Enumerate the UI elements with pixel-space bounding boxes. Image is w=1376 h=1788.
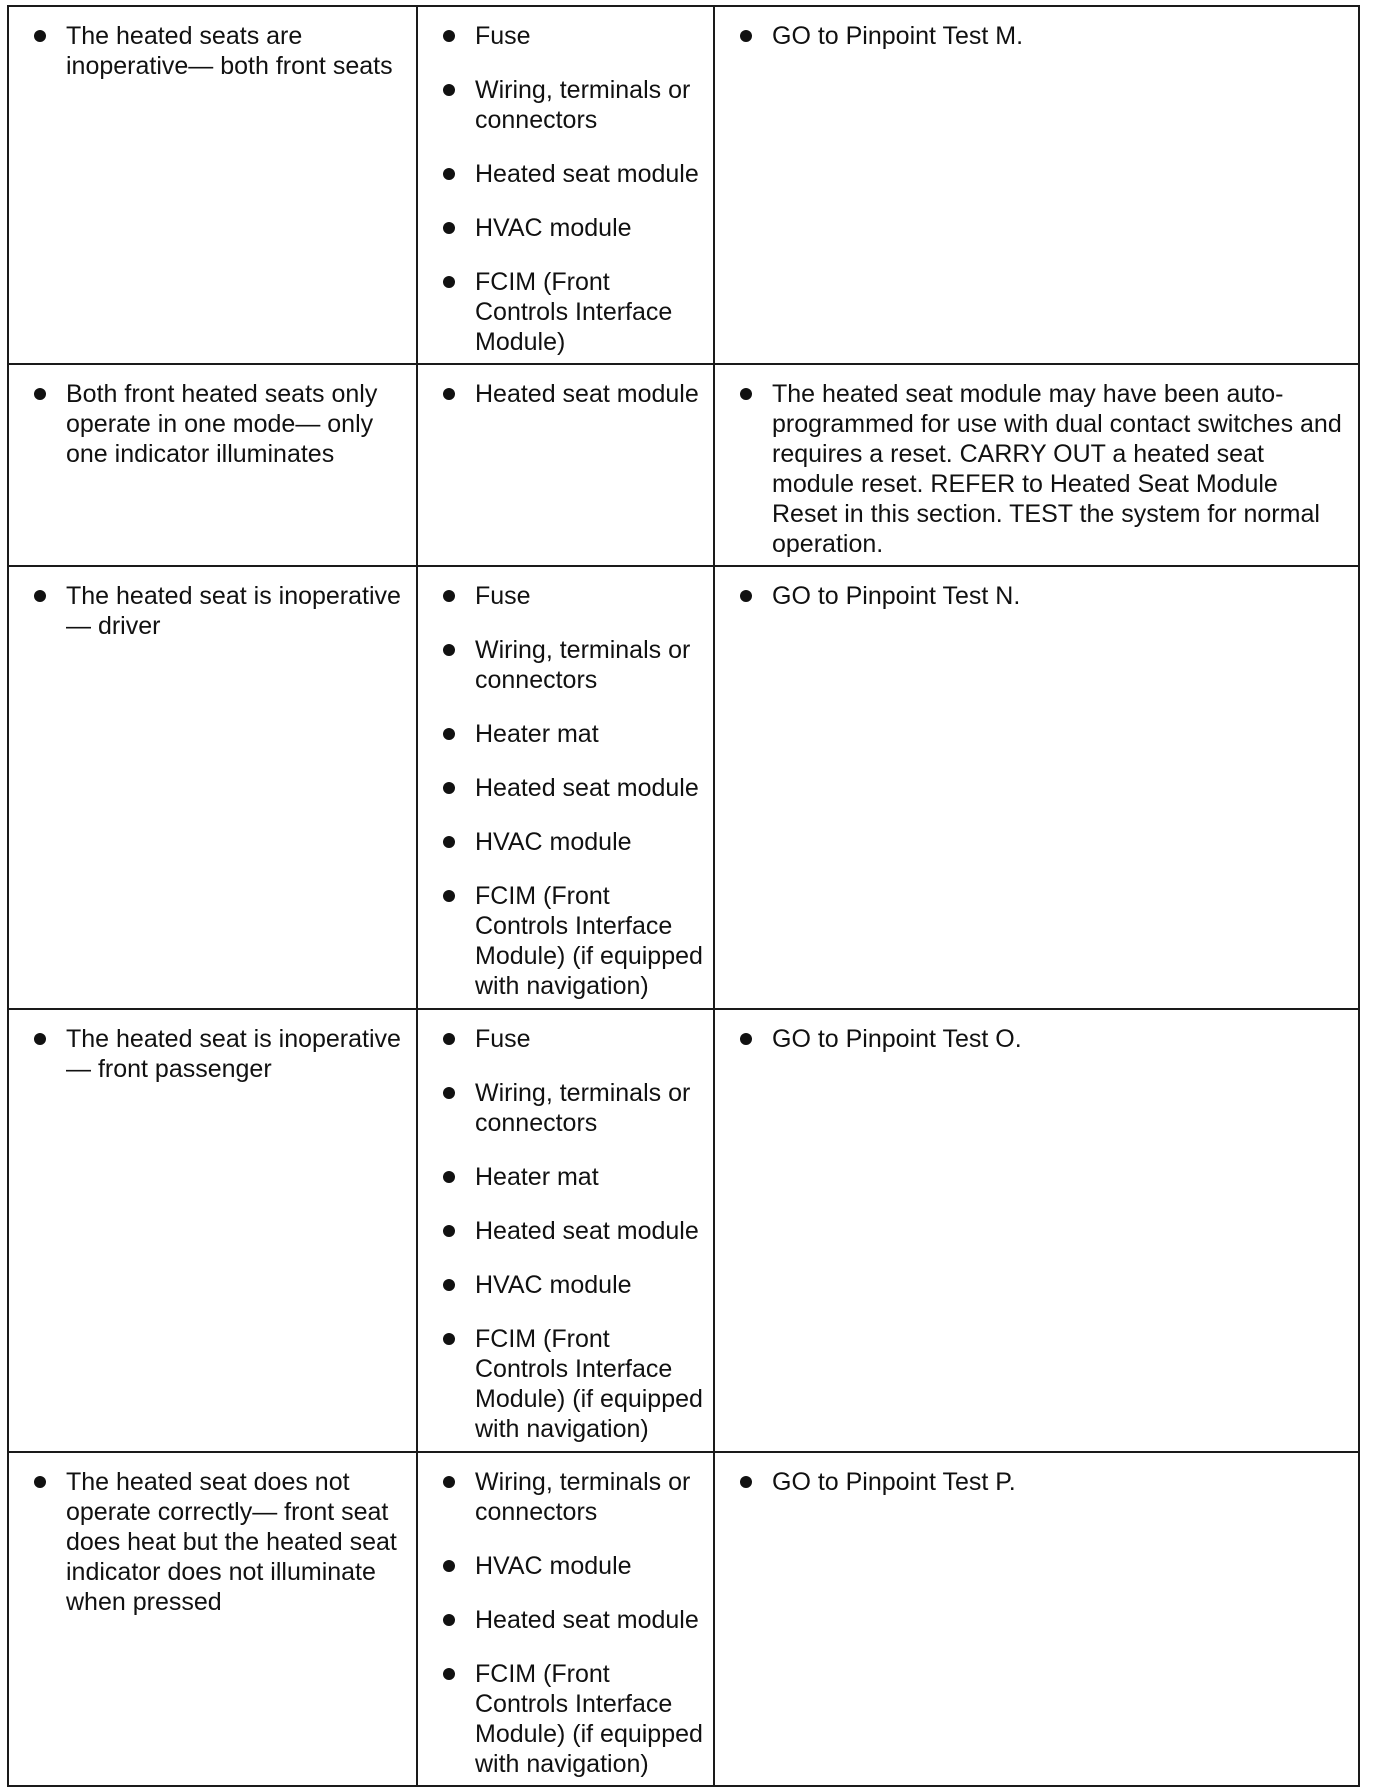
action-item: [739, 1024, 1350, 1054]
action-cell: [714, 364, 1359, 566]
bullet-icon: [443, 1333, 455, 1345]
source-item: Fuse: [442, 1024, 705, 1054]
source-item: Heated seat module: [442, 773, 705, 803]
condition-text: The heated seat is inoperative— driver: [66, 582, 401, 640]
source-item: Heated seat module: [442, 1605, 705, 1635]
condition-text: The heated seats are inoperative— both front seats: [66, 22, 393, 80]
condition-cell: [8, 566, 417, 1009]
action-text: GO to Pinpoint Test M.: [772, 22, 1024, 50]
sources-cell: [417, 364, 714, 566]
bullet-icon: [740, 1033, 752, 1045]
source-item: Heater mat: [442, 719, 705, 749]
source-item: Fuse: [442, 581, 705, 611]
condition-item: [33, 1024, 408, 1084]
bullet-icon: [443, 1087, 455, 1099]
condition-cell: [8, 6, 417, 364]
bullet-icon: [443, 836, 455, 848]
action-item: [739, 21, 1350, 51]
source-item: Wiring, terminals or connectors: [442, 75, 705, 135]
action-cell: [714, 1009, 1359, 1452]
bullet-icon: [34, 590, 46, 602]
condition-item: [33, 379, 408, 469]
bullet-icon: [443, 644, 455, 656]
source-item: HVAC module: [442, 213, 705, 243]
bullet-icon: [443, 590, 455, 602]
bullet-icon: [740, 1476, 752, 1488]
symptom-chart-table: [7, 5, 1360, 1787]
condition-item: [33, 21, 408, 81]
action-text: GO to Pinpoint Test O.: [772, 1025, 1022, 1053]
table-row: [8, 566, 1359, 1009]
sources-cell: [417, 6, 714, 364]
condition-item: [33, 581, 408, 641]
bullet-icon: [443, 1171, 455, 1183]
bullet-icon: [443, 1033, 455, 1045]
action-text: GO to Pinpoint Test N.: [772, 582, 1021, 610]
bullet-icon: [443, 782, 455, 794]
action-item: [739, 379, 1350, 559]
action-text: The heated seat module may have been auto-programmed for use with dual contact switches and requires a reset. CARRY OUT a heated seat module reset. REFER to Heated Seat Module Reset in this section. TEST the system for normal operation.: [772, 380, 1342, 558]
bullet-icon: [740, 590, 752, 602]
bullet-icon: [443, 1279, 455, 1291]
source-item: Heated seat module: [442, 159, 705, 189]
bullet-icon: [443, 1614, 455, 1626]
condition-text: The heated seat does not operate correctly— front seat does heat but the heated seat indicator does not illuminate when pressed: [66, 1468, 397, 1616]
bullet-icon: [443, 30, 455, 42]
source-item: HVAC module: [442, 1551, 705, 1581]
bullet-icon: [443, 222, 455, 234]
source-item: Heater mat: [442, 1162, 705, 1192]
source-item: Wiring, terminals or connectors: [442, 635, 705, 695]
condition-text: The heated seat is inoperative— front passenger: [66, 1025, 401, 1083]
bullet-icon: [443, 890, 455, 902]
bullet-icon: [34, 1033, 46, 1045]
bullet-icon: [34, 388, 46, 400]
bullet-icon: [443, 1560, 455, 1572]
source-item: FCIM (Front Controls Interface Module) (if equipped with navigation): [442, 1659, 705, 1779]
bullet-icon: [443, 1668, 455, 1680]
table-row: [8, 364, 1359, 566]
bullet-icon: [34, 30, 46, 42]
source-item: Wiring, terminals or connectors: [442, 1467, 705, 1527]
action-item: [739, 1467, 1350, 1497]
condition-cell: [8, 1009, 417, 1452]
bullet-icon: [443, 276, 455, 288]
source-item: Heated seat module: [442, 379, 705, 409]
table-row: [8, 6, 1359, 364]
sources-cell: [417, 1452, 714, 1786]
sources-cell: [417, 1009, 714, 1452]
source-item: HVAC module: [442, 1270, 705, 1300]
condition-cell: [8, 364, 417, 566]
source-item: FCIM (Front Controls Interface Module) (if equipped with navigation): [442, 881, 705, 1001]
sources-cell: [417, 566, 714, 1009]
source-item: HVAC module: [442, 827, 705, 857]
condition-item: [33, 1467, 408, 1617]
source-item: Wiring, terminals or connectors: [442, 1078, 705, 1138]
table-row: [8, 1452, 1359, 1786]
condition-text: Both front heated seats only operate in one mode— only one indicator illuminates: [66, 380, 378, 468]
bullet-icon: [443, 728, 455, 740]
bullet-icon: [740, 30, 752, 42]
action-text: GO to Pinpoint Test P.: [772, 1468, 1016, 1496]
bullet-icon: [443, 168, 455, 180]
table-row: [8, 1009, 1359, 1452]
bullet-icon: [443, 388, 455, 400]
bullet-icon: [443, 1225, 455, 1237]
action-cell: [714, 566, 1359, 1009]
action-cell: [714, 6, 1359, 364]
bullet-icon: [34, 1476, 46, 1488]
condition-cell: [8, 1452, 417, 1786]
source-item: Heated seat module: [442, 1216, 705, 1246]
action-cell: [714, 1452, 1359, 1786]
source-item: FCIM (Front Controls Interface Module) (if equipped with navigation): [442, 1324, 705, 1444]
source-item: Fuse: [442, 21, 705, 51]
bullet-icon: [443, 84, 455, 96]
source-item: FCIM (Front Controls Interface Module): [442, 267, 705, 357]
bullet-icon: [443, 1476, 455, 1488]
bullet-icon: [740, 388, 752, 400]
action-item: [739, 581, 1350, 611]
